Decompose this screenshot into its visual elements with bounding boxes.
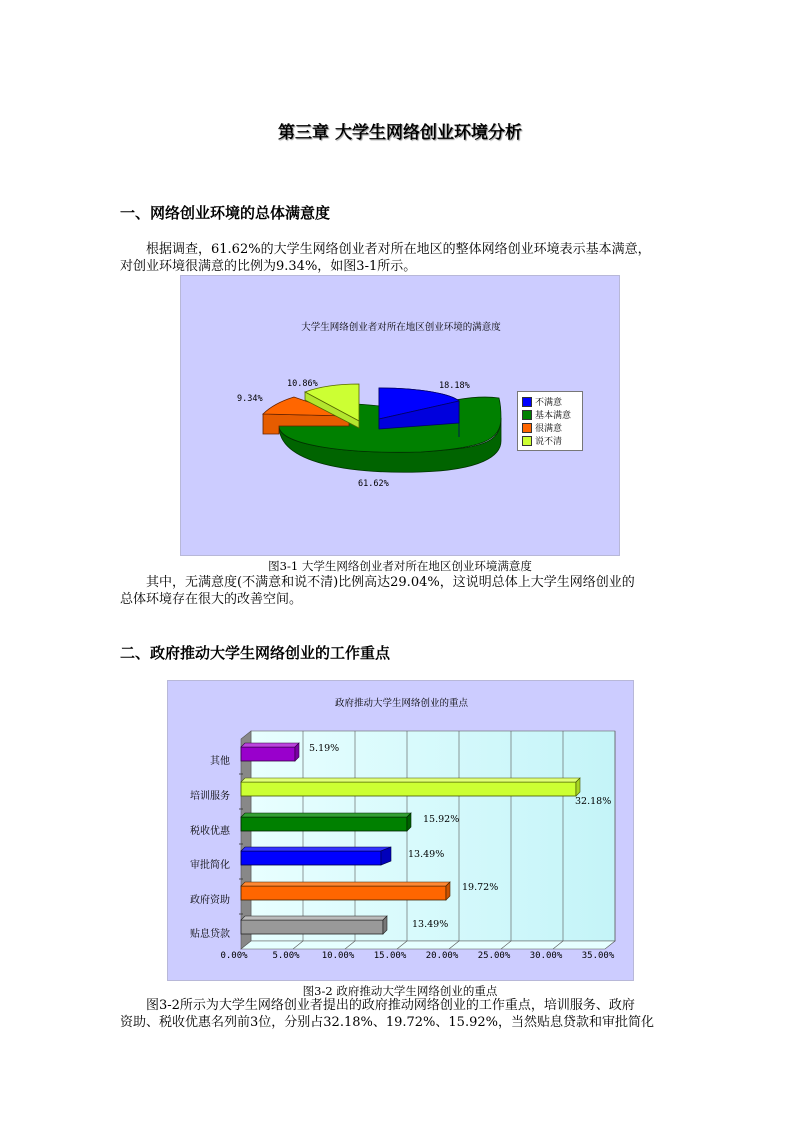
chapter-title: 第三章 大学生网络创业环境分析 [278, 123, 522, 143]
bar-other [241, 743, 299, 761]
bar-tax-incentives [241, 813, 411, 831]
paragraph-2 [120, 574, 690, 608]
x-tick-5: 5.00% [272, 951, 300, 961]
value-label-tax-incentives: 15.92% [423, 814, 460, 825]
section-heading-1: 一、网络创业环境的总体满意度 [120, 204, 331, 222]
value-label-interest-subsidized-loans: 13.49% [412, 919, 449, 930]
value-label-other: 5.19% [309, 743, 340, 754]
category-label-tax-incentives: 税收优惠 [190, 826, 230, 837]
category-label-other: 其他 [210, 756, 230, 767]
x-tick-25: 25.00% [477, 951, 511, 961]
label-dissatisfied: 18.18% [439, 381, 470, 391]
x-tick-35: 35.00% [581, 951, 615, 961]
label-very-satisfied: 9.34% [237, 394, 263, 404]
category-label-approval-simplification: 审批简化 [190, 860, 230, 871]
bar-training-services [241, 778, 580, 796]
legend-item-basic-satisfied: 基本满意 [522, 408, 578, 421]
figure-caption-3-1: 图3-1 大学生网络创业者对所在地区创业环境满意度 [268, 559, 532, 573]
value-label-government-funding: 19.72% [462, 882, 499, 893]
category-label-training-services: 培训服务 [190, 791, 230, 802]
bar-interest-subsidized-loans [241, 916, 387, 934]
bar-chart [167, 680, 634, 981]
legend-item-very-satisfied: 很满意 [522, 421, 578, 434]
category-label-interest-subsidized-loans: 贴息贷款 [190, 929, 230, 940]
label-unclear: 10.86% [287, 379, 318, 389]
paragraph-1-line-2: 对创业环境很满意的比例为9.34%，如图3-1所示。 [120, 259, 417, 274]
bar-chart-title: 政府推动大学生网络创业的重点 [334, 698, 468, 709]
figure-caption-3-2: 图3-2 政府推动大学生网络创业的重点 [302, 984, 498, 998]
paragraph-2-line-2: 总体环境存在很大的改善空间。 [120, 592, 303, 607]
paragraph-1 [120, 241, 690, 275]
x-tick-0: 0.00% [220, 951, 248, 961]
paragraph-3-line-2: 资助、税收优惠名列前3位，分别占32.18%、19.72%、15.92%，当然贴息贷款和审批简化 [120, 1015, 654, 1030]
pie-chart-title: 大学生网络创业者对所在地区创业环境的满意度 [301, 322, 501, 333]
x-tick-10: 10.00% [321, 951, 355, 961]
paragraph-2-line-1: 其中，无满意度(不满意和说不清)比例高达29.04%，这说明总体上大学生网络创业的 [146, 575, 635, 590]
paragraph-3 [120, 997, 690, 1031]
label-basic-satisfied: 61.62% [358, 479, 389, 489]
pie-chart [180, 275, 620, 556]
value-label-approval-simplification: 13.49% [408, 849, 445, 860]
bar-approval-simplification [241, 847, 391, 865]
category-label-government-funding: 政府资助 [190, 895, 230, 906]
x-tick-15: 15.00% [373, 951, 407, 961]
legend-swatch [522, 397, 532, 407]
x-tick-20: 20.00% [425, 951, 459, 961]
section-heading-2: 二、政府推动大学生网络创业的工作重点 [120, 644, 391, 662]
legend-item-unclear: 说不清 [522, 434, 578, 447]
legend-swatch [522, 410, 532, 420]
legend-swatch [522, 423, 532, 433]
value-label-training-services: 32.18% [575, 796, 612, 807]
bar-chart-graphic [168, 681, 635, 982]
paragraph-1-line-1: 根据调查，61.62%的大学生网络创业者对所在地区的整体网络创业环境表示基本满意， [146, 242, 651, 257]
x-tick-30: 30.00% [529, 951, 563, 961]
legend-item-dissatisfied: 不满意 [522, 395, 578, 408]
pie-legend [517, 391, 583, 451]
bar-government-funding [241, 882, 450, 900]
legend-swatch [522, 436, 532, 446]
paragraph-3-line-1: 图3-2所示为大学生网络创业者提出的政府推动网络创业的工作重点，培训服务、政府 [146, 998, 635, 1013]
